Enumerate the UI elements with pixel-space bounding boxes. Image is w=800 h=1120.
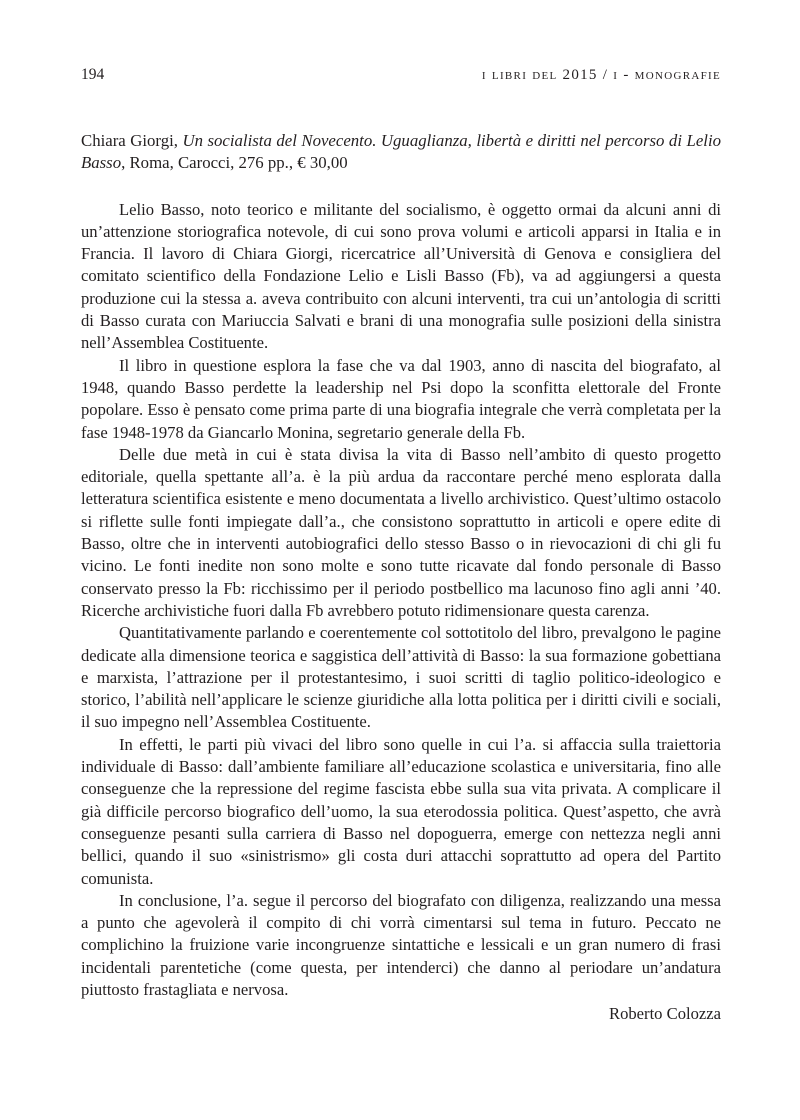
paragraph-1: Lelio Basso, noto teorico e militante del socialismo, è oggetto ormai da alcuni anni di un’attenzione storiografica notevole, di cui sono prova volumi e articoli apparsi in Italia e in Francia. Il lavoro di Chiara Giorgi, ricercatrice all’Università di Genova e consigliera del comitato scientifico della Fondazione Lelio e Lisli Basso (Fb), va ad aggiungersi a questa produzione cui la stessa a. aveva contribuito con alcuni interventi, tra cui un’antologia di scritti di Basso curata con Mariuccia Salvati e brani di una monografia sulle posizioni della sinistra nell’Assemblea Costituente.: [81, 199, 721, 353]
reviewer-signature: Roberto Colozza: [609, 1004, 721, 1024]
book-citation: [81, 130, 721, 175]
paragraph-6: In conclusione, l’a. segue il percorso del biografato con diligenza, realizzando una messa a punto che agevolerà il compito di chi vorrà cimentarsi sul tema in futuro. Peccato ne complichino la fruizione varie incongruenze sintattiche e lessicali e un gran numero di frasi incidentali parentetiche (come questa, per intenderci) che danno al periodare un’andatura piuttosto frastagliata e nervosa.: [81, 890, 721, 999]
running-head: [81, 66, 721, 88]
review-body: [81, 199, 721, 1002]
paragraph-5: In effetti, le parti più vivaci del libro sono quelle in cui l’a. si affaccia sulla traiettoria individuale di Basso: dall’ambiente familiare all’educazione scolastica e universitaria, fino alle conseguenze che la repressione del regime fascista ebbe sulla sua vita privata. A complicare il già difficile percorso biografico dell’uomo, la sua eterodossia politica. Quest’aspetto, che avrà conseguenze pesanti sulla carriera di Basso nel dopoguerra, emerge con nettezza negli anni bellici, quando il suo «sinistrismo» gli costa duri attacchi soprattutto ad opera del Partito comunista.: [81, 734, 721, 888]
running-title: i libri del 2015 / i - monografie: [481, 67, 721, 83]
paragraph-3: Delle due metà in cui è stata divisa la vita di Basso nell’ambito di questo progetto editoriale, quella spettante all’a. è la più ardua da raccontare perché meno esplorata dalla letteratura scientifica esistente e meno documentata a livello archivistico. Quest’ultimo ostacolo si riflette sulle fonti impiegate dall’a., che consistono soprattutto in articoli e opere edite di Basso, oltre che in interventi autobiografici dello stesso Basso o in rievocazioni di chi gli fu vicino. Le fonti inedite non sono molte e sono tutte ricavate dal fondo personale di Basso conservato presso la Fb: ricchissimo per il periodo postbellico ma lacunoso fino agli anni ’40. Ricerche archivistiche fuori dalla Fb avrebbero potuto ridimensionare questa carenza.: [81, 444, 721, 620]
citation-title: Un socialista del Novecento. Uguaglianza, libertà e diritti nel percorso di Lelio Basso: [81, 131, 721, 173]
page: [81, 66, 721, 1026]
citation-author: Chiara Giorgi,: [81, 131, 183, 150]
paragraph-2: Il libro in questione esplora la fase che va dal 1903, anno di nascita del biografato, al 1948, quando Basso perdette la leadership nel Psi dopo la sconfitta elettorale del Fronte popolare. Esso è pensato come prima parte di una biografia integrale che verrà completata per la fase 1948-1978 da Giancarlo Monina, segretario generale della Fb.: [81, 355, 721, 442]
page-number: 194: [81, 66, 105, 83]
citation-publication: , Roma, Carocci, 276 pp., € 30,00: [121, 153, 348, 173]
paragraph-4: Quantitativamente parlando e coerentemente col sottotitolo del libro, prevalgono le pagine dedicate alla dimensione teorica e saggistica dell’attività di Basso: la sua formazione gobettiana e marxista, l’attrazione per il protestantesimo, i suoi scritti di taglio politico-ideologico e storico, l’abilità nell’applicare le scienze giuridiche alla lotta politica per i diritti civili e sociali, il suo impegno nell’Assemblea Costituente.: [81, 623, 721, 732]
